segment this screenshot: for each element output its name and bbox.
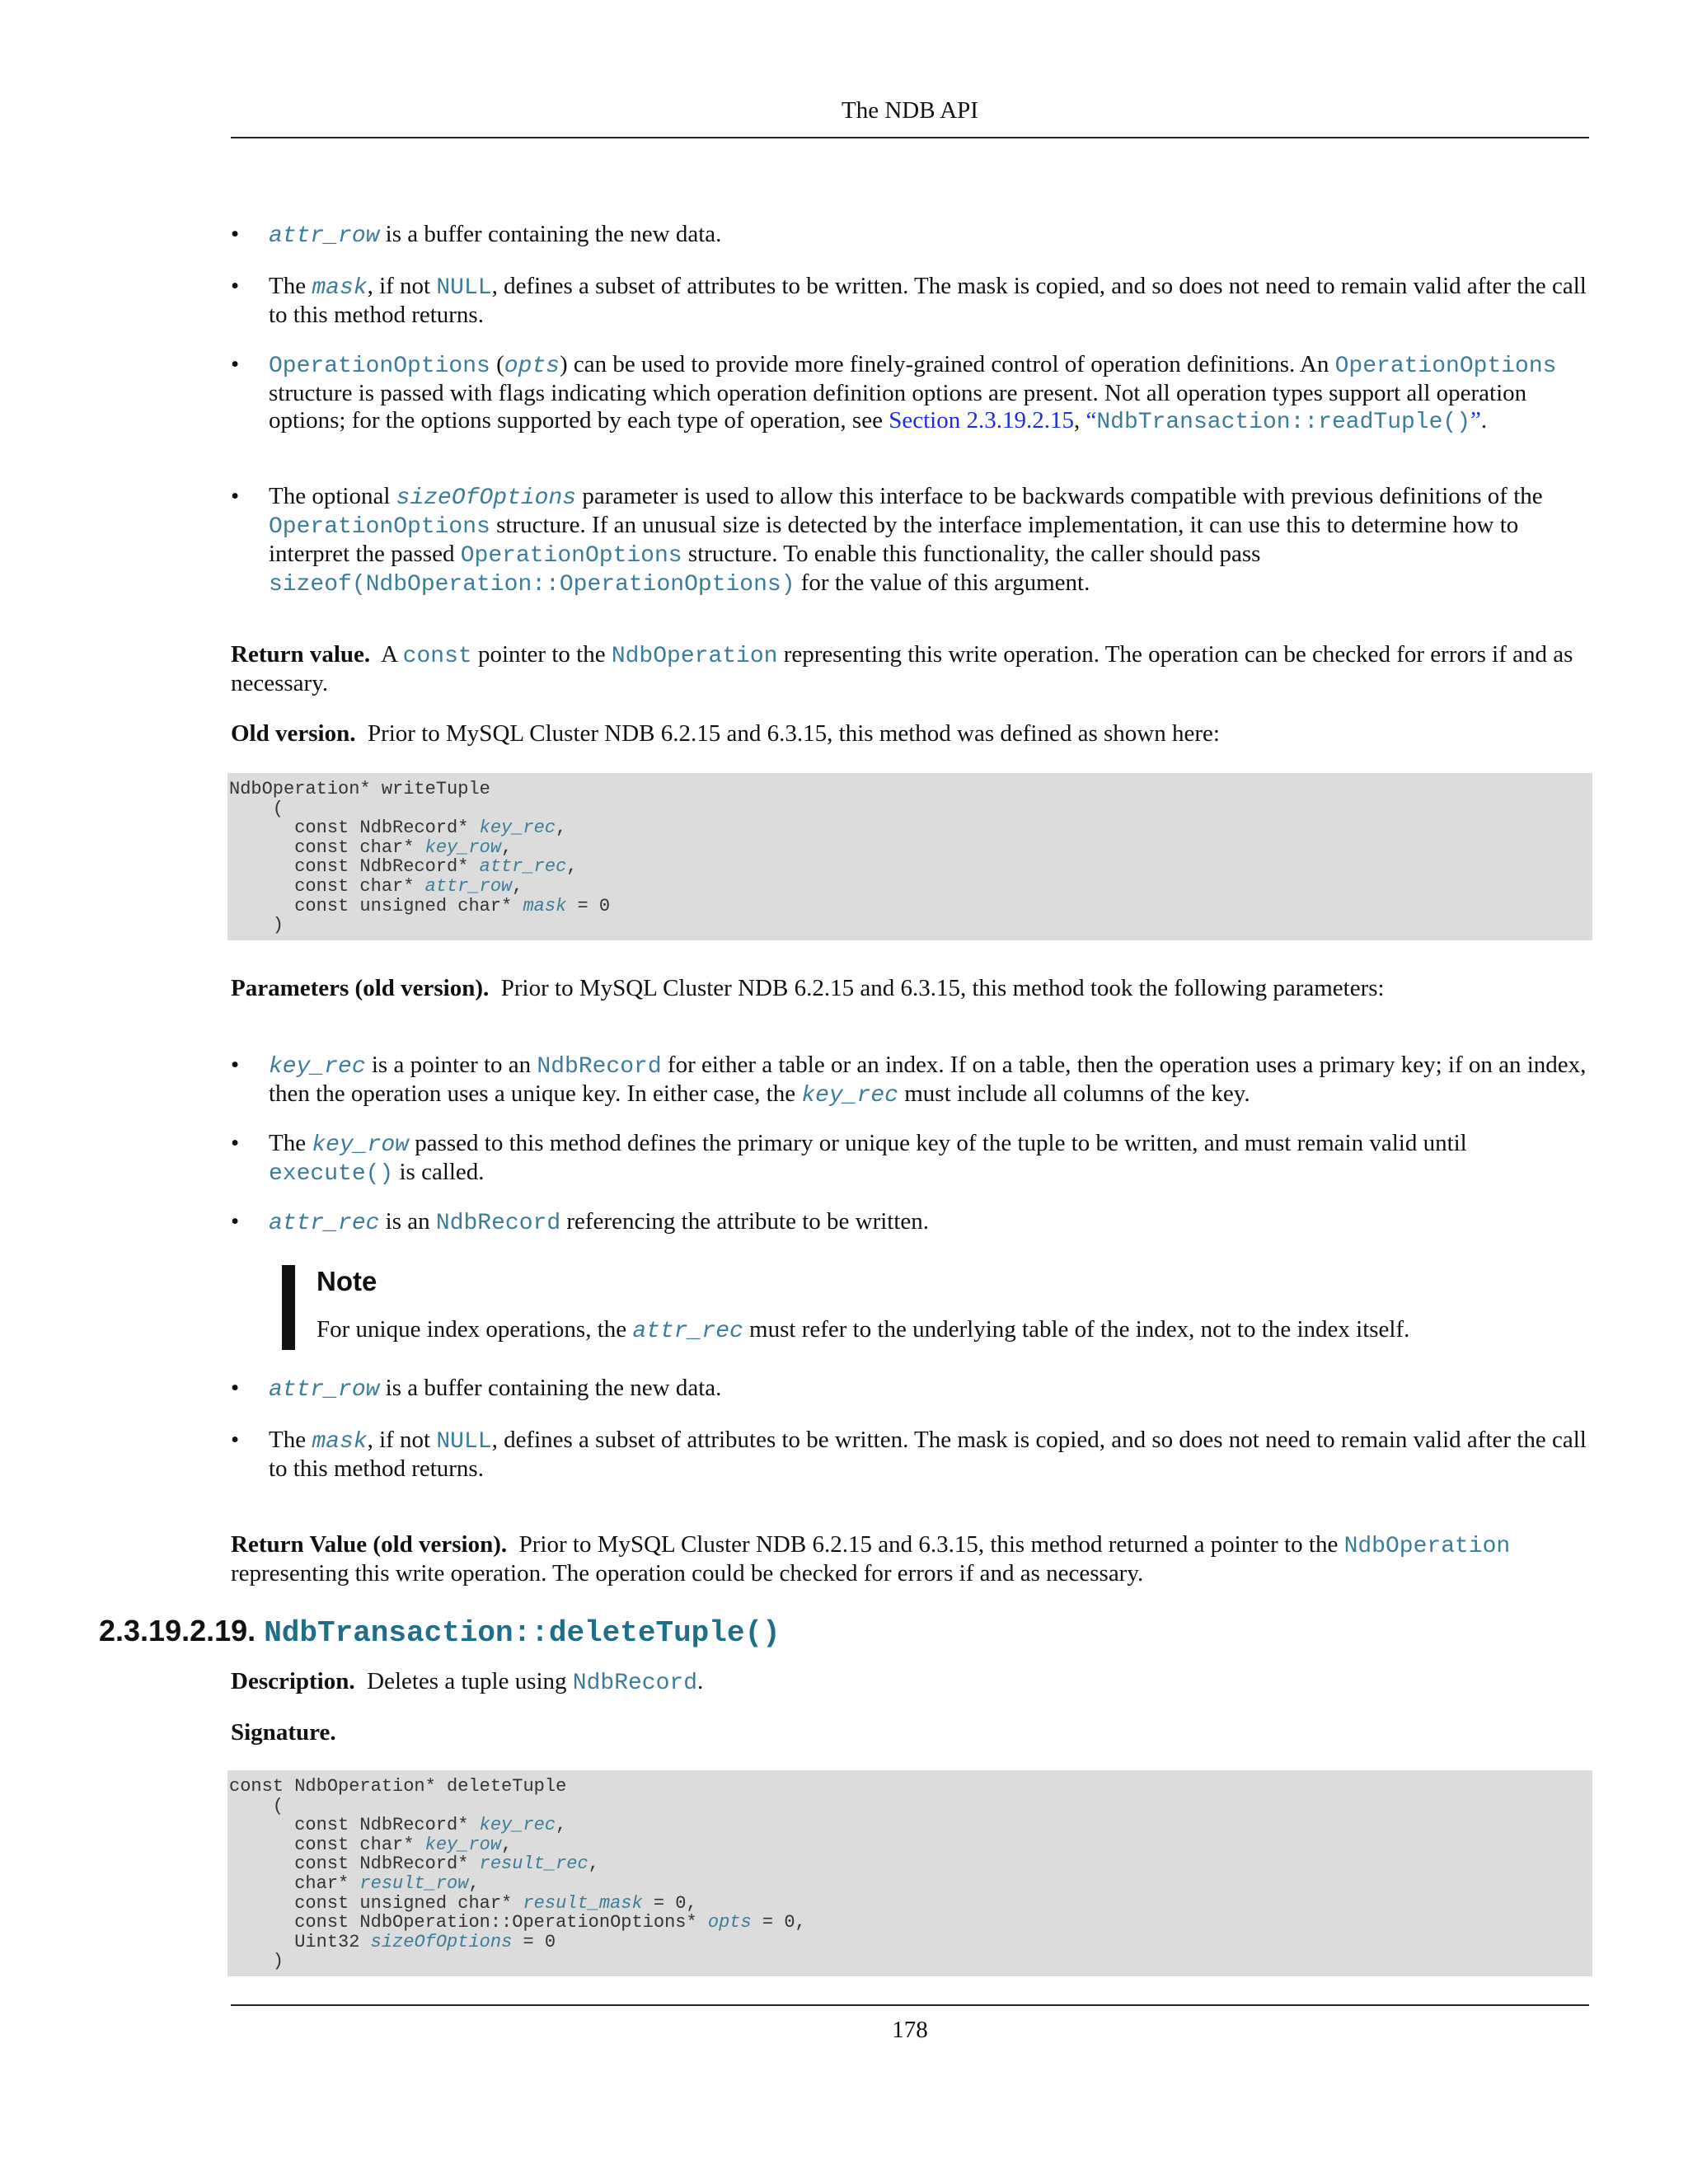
section-heading bbox=[99, 1613, 781, 1652]
bullet-dot: • bbox=[231, 1375, 240, 1401]
param-code: key_row bbox=[312, 1132, 409, 1158]
signature-paragraph bbox=[231, 1719, 1589, 1746]
return-old-paragraph bbox=[231, 1531, 1589, 1587]
section-xref-link[interactable]: Section 2.3.19.2.15 bbox=[889, 407, 1074, 434]
paragraph-label: Signature. bbox=[231, 1719, 336, 1746]
code-punct: , bbox=[556, 1815, 567, 1836]
text-run: is an bbox=[379, 1208, 436, 1235]
note-title: Note bbox=[316, 1266, 377, 1296]
code-param: attr_rec bbox=[479, 856, 567, 878]
code-line: Uint32 bbox=[229, 1931, 371, 1952]
return-value-paragraph bbox=[231, 641, 1589, 697]
bullet-dot: • bbox=[231, 221, 240, 247]
code-line: const unsigned char* bbox=[229, 1892, 523, 1914]
code-line: const char* bbox=[229, 837, 425, 858]
footer-rule bbox=[231, 2004, 1589, 2006]
paragraph-label: Return Value (old version). bbox=[231, 1531, 508, 1558]
code-punct: , bbox=[588, 1854, 599, 1875]
code-param: mask bbox=[523, 895, 567, 916]
code-punct: = 0 bbox=[566, 895, 611, 916]
null-code: NULL bbox=[436, 1429, 492, 1455]
text-run: A bbox=[381, 641, 403, 668]
bullet-dot: • bbox=[231, 1130, 240, 1156]
text-run: must refer to the underlying table of the index, not to the index itself. bbox=[743, 1316, 1410, 1343]
text-run: structure is passed with flags indicating which operation definition options are present. Not all operation types support all operation options; for the options supported by each type of operation, see bbox=[269, 380, 1527, 434]
operation-options-link[interactable]: OperationOptions bbox=[460, 543, 682, 569]
operation-options-link[interactable]: OperationOptions bbox=[269, 354, 490, 379]
list-item-text bbox=[269, 1130, 1589, 1188]
text-run: The bbox=[269, 273, 312, 299]
code-param: result_rec bbox=[479, 1854, 588, 1875]
code-param: key_row bbox=[424, 837, 502, 858]
text-run: , bbox=[1073, 407, 1086, 434]
text-run: Prior to MySQL Cluster NDB 6.2.15 and 6.3.15, this method took the following parameters: bbox=[500, 975, 1385, 1001]
xref-code: NdbTransaction::readTuple() bbox=[1096, 410, 1471, 435]
text-run: . bbox=[1480, 407, 1488, 434]
code-line: const NdbOperation::OperationOptions* bbox=[229, 1912, 708, 1933]
text-run: ) can be used to provide more finely-grained control of operation definitions. An bbox=[559, 351, 1335, 377]
null-code: NULL bbox=[436, 275, 492, 301]
code-param: opts bbox=[707, 1912, 752, 1933]
text-run: Prior to MySQL Cluster NDB 6.2.15 and 6.3.15, this method was defined as shown here: bbox=[367, 720, 1220, 747]
list-item-text bbox=[269, 273, 1589, 329]
code-line: const char* bbox=[229, 1834, 425, 1855]
text-run: passed to this method defines the primary or unique key of the tuple to be written, and must remain valid until bbox=[408, 1130, 1467, 1156]
text-run: ( bbox=[490, 351, 504, 377]
list-item-text bbox=[269, 483, 1589, 598]
param-code: opts bbox=[504, 354, 560, 379]
param-code: sizeOfOptions bbox=[396, 485, 577, 511]
code-line: const NdbRecord* bbox=[229, 1815, 480, 1836]
note-text bbox=[316, 1316, 1586, 1345]
list-item-text bbox=[269, 1052, 1589, 1109]
code-line: NdbOperation* writeTuple bbox=[229, 779, 490, 799]
code-line: const NdbRecord* bbox=[229, 818, 480, 839]
const-code: const bbox=[402, 644, 472, 669]
execute-link[interactable]: execute() bbox=[269, 1161, 394, 1187]
bullet-dot: • bbox=[231, 483, 240, 509]
text-run: structure. If an unusual size is detected by the interface implementation, it can use this to determine how to interpret the passed bbox=[269, 512, 1519, 567]
code-param: key_row bbox=[424, 1834, 502, 1855]
text-run: For unique index operations, the bbox=[316, 1316, 633, 1343]
code-line: const unsigned char* bbox=[229, 895, 523, 916]
ndb-operation-link[interactable]: NdbOperation bbox=[611, 644, 778, 669]
param-code: attr_rec bbox=[632, 1319, 743, 1344]
code-line: const char* bbox=[229, 875, 425, 897]
text-run: is called. bbox=[393, 1159, 485, 1185]
code-line: const NdbOperation* deleteTuple bbox=[229, 1776, 567, 1797]
code-punct: , bbox=[501, 837, 513, 858]
list-item-text bbox=[269, 1375, 1589, 1404]
text-run: The optional bbox=[269, 483, 396, 509]
code-punct: = 0 bbox=[512, 1931, 556, 1952]
note-box bbox=[282, 1265, 1589, 1356]
text-run: Prior to MySQL Cluster NDB 6.2.15 and 6.3.15, this method returned a pointer to the bbox=[518, 1531, 1344, 1558]
text-run: referencing the attribute to be written. bbox=[560, 1208, 930, 1235]
text-run: must include all columns of the key. bbox=[898, 1080, 1250, 1107]
code-param: sizeOfOptions bbox=[370, 1931, 513, 1952]
text-run: pointer to the bbox=[471, 641, 612, 668]
text-run: for either a table or an index. If on a table, then the operation uses a primary key; if on an index, then the operation uses a unique key. In either case, the bbox=[269, 1052, 1587, 1107]
code-param: key_rec bbox=[479, 818, 556, 839]
code-line: ) bbox=[229, 915, 284, 936]
operation-options-link[interactable]: OperationOptions bbox=[1334, 354, 1557, 379]
params-old-paragraph bbox=[231, 975, 1589, 1002]
param-code: attr_row bbox=[269, 1377, 380, 1403]
header-rule bbox=[231, 137, 1589, 138]
section-title-xref-link[interactable] bbox=[1085, 407, 1480, 434]
text-run: representing this write operation. The operation can be checked for errors if and as necessary. bbox=[231, 641, 1573, 696]
paragraph-label: Return value. bbox=[231, 641, 371, 668]
note-bar bbox=[282, 1265, 295, 1350]
quote-mark: “ bbox=[1085, 407, 1097, 434]
code-punct: , bbox=[501, 1834, 513, 1855]
description-paragraph bbox=[231, 1668, 1589, 1697]
text-run: parameter is used to allow this interface to be backwards compatible with previous definitions of the bbox=[576, 483, 1543, 509]
list-item-text bbox=[269, 221, 1589, 250]
text-run: is a pointer to an bbox=[365, 1052, 537, 1078]
code-punct: , bbox=[512, 875, 523, 897]
operation-options-link[interactable]: OperationOptions bbox=[269, 514, 490, 540]
text-run: is a buffer containing the new data. bbox=[379, 221, 722, 247]
old-version-paragraph bbox=[231, 720, 1589, 748]
section-number: 2.3.19.2.19. bbox=[99, 1614, 256, 1647]
code-param: key_rec bbox=[479, 1815, 556, 1836]
bullet-dot: • bbox=[231, 1052, 240, 1078]
code-param: result_mask bbox=[523, 1892, 643, 1914]
text-run: The bbox=[269, 1130, 312, 1156]
code-punct: = 0, bbox=[642, 1892, 697, 1914]
code-line: const NdbRecord* bbox=[229, 856, 480, 878]
text-run: Deletes a tuple using bbox=[367, 1668, 573, 1694]
ndb-record-link[interactable]: NdbRecord bbox=[537, 1054, 662, 1080]
list-item-text bbox=[269, 351, 1589, 436]
text-run: , if not bbox=[367, 273, 437, 299]
text-run: , defines a subset of attributes to be written. The mask is copied, and so does not need to remain valid after the call to this method returns. bbox=[269, 1427, 1587, 1482]
quote-mark: ” bbox=[1470, 407, 1481, 434]
text-run: is a buffer containing the new data. bbox=[379, 1375, 722, 1401]
bullet-dot: • bbox=[231, 273, 240, 299]
param-code: attr_row bbox=[269, 223, 380, 249]
text-run: , defines a subset of attributes to be written. The mask is copied, and so does not need to remain valid after the call to this method returns. bbox=[269, 273, 1587, 328]
page-header: The NDB API bbox=[842, 97, 978, 124]
param-code: key_rec bbox=[269, 1054, 366, 1080]
code-block-old-write-tuple bbox=[227, 773, 1592, 940]
param-code: attr_rec bbox=[269, 1211, 380, 1236]
text-run: for the value of this argument. bbox=[795, 569, 1090, 596]
list-item-text bbox=[269, 1208, 1589, 1237]
param-code: mask bbox=[312, 1429, 368, 1455]
code-block-delete-tuple bbox=[227, 1770, 1592, 1976]
code-punct: = 0, bbox=[751, 1912, 806, 1933]
ndb-operation-link[interactable]: NdbOperation bbox=[1343, 1534, 1511, 1559]
list-item-text bbox=[269, 1427, 1589, 1483]
paragraph-label: Old version. bbox=[231, 720, 356, 747]
code-punct: , bbox=[566, 856, 578, 878]
code-param: attr_row bbox=[424, 875, 513, 897]
code-punct: , bbox=[556, 818, 567, 839]
text-run: . bbox=[697, 1668, 704, 1694]
bullet-dot: • bbox=[231, 1208, 240, 1235]
param-code: mask bbox=[312, 275, 368, 301]
ndb-record-link[interactable]: NdbRecord bbox=[435, 1211, 561, 1236]
paragraph-label: Parameters (old version). bbox=[231, 975, 490, 1001]
sizeof-code: sizeof(NdbOperation::OperationOptions) bbox=[269, 572, 795, 598]
text-run: The bbox=[269, 1427, 312, 1453]
code-line: char* bbox=[229, 1872, 360, 1894]
bullet-dot: • bbox=[231, 1427, 240, 1453]
code-line: const NdbRecord* bbox=[229, 1854, 480, 1875]
param-code: key_rec bbox=[801, 1083, 898, 1108]
ndb-record-link[interactable]: NdbRecord bbox=[572, 1671, 698, 1696]
text-run: , if not bbox=[367, 1427, 437, 1453]
code-punct: , bbox=[468, 1872, 480, 1894]
text-run: structure. To enable this functionality, the caller should pass bbox=[682, 541, 1261, 567]
page-number: 178 bbox=[892, 2017, 928, 2043]
text-run: representing this write operation. The operation could be checked for errors if and as necessary. bbox=[231, 1560, 1144, 1586]
paragraph-label: Description. bbox=[231, 1668, 355, 1694]
code-param: result_row bbox=[359, 1872, 469, 1894]
bullet-dot: • bbox=[231, 351, 240, 377]
code-line: ( bbox=[229, 798, 284, 819]
code-line: ( bbox=[229, 1795, 284, 1816]
code-line: ) bbox=[229, 1951, 284, 1972]
section-code: NdbTransaction::deleteTuple() bbox=[264, 1616, 781, 1650]
